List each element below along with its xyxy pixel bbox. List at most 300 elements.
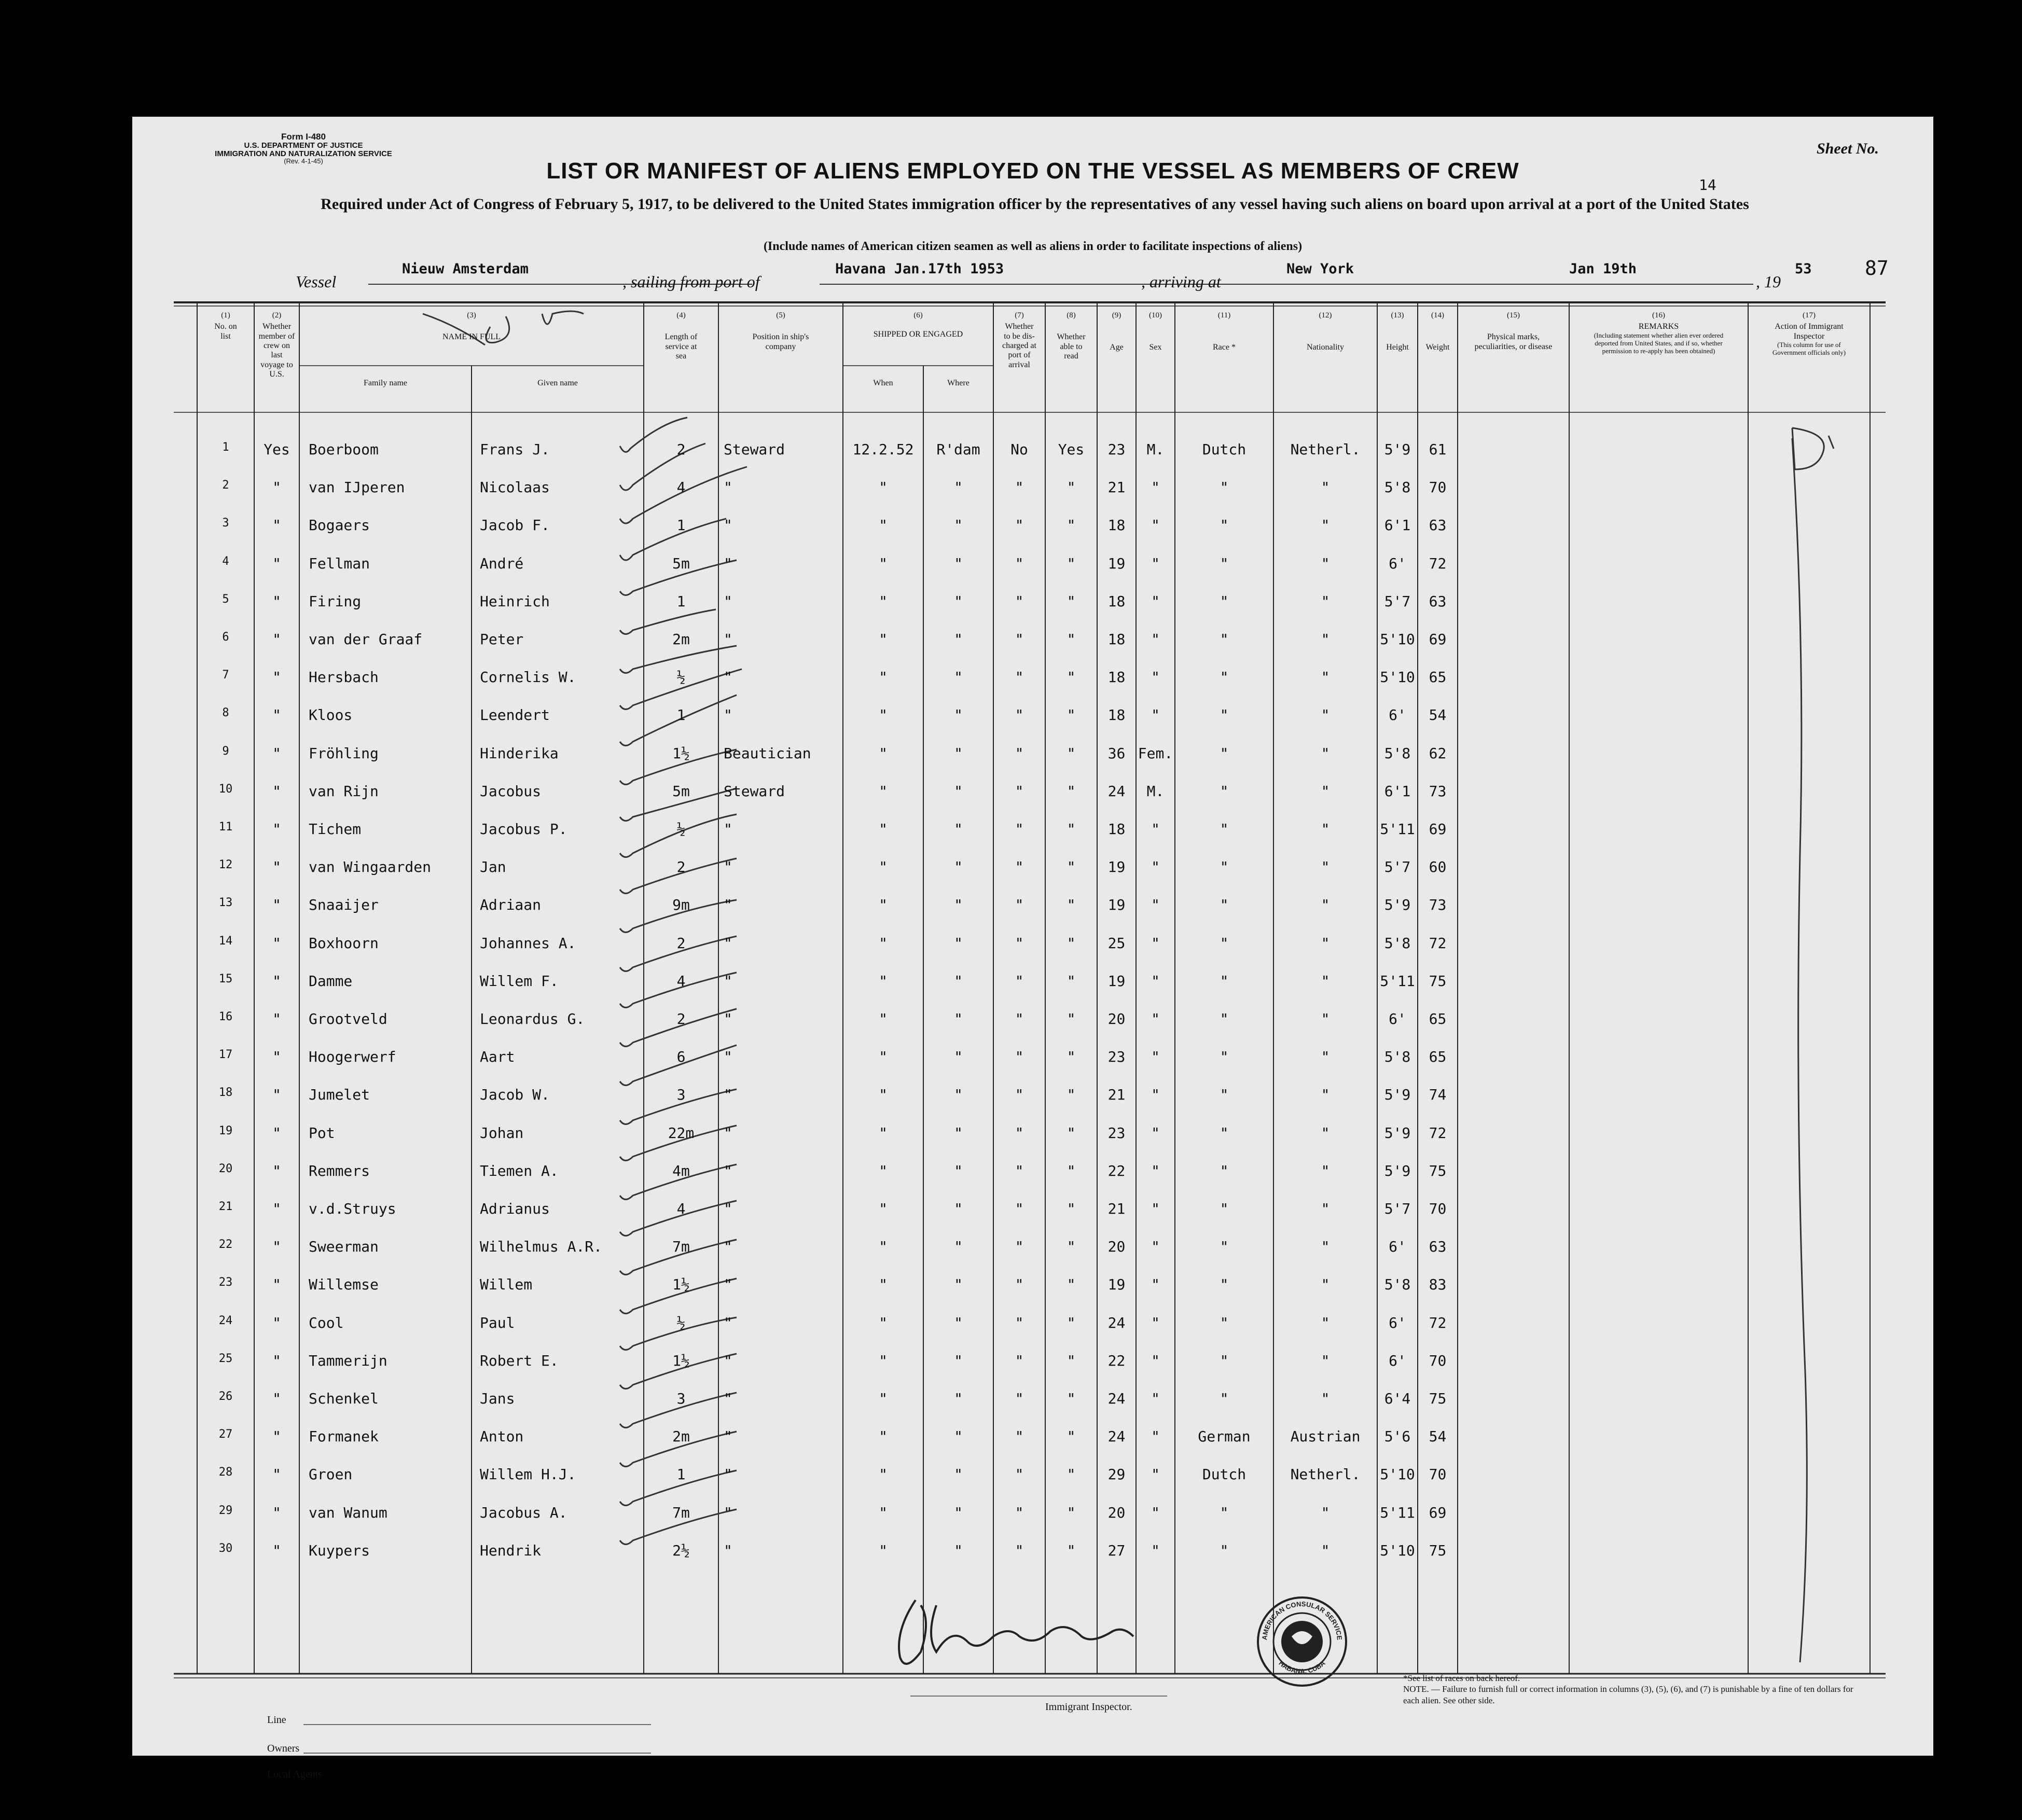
cell-prev: " [272, 1200, 281, 1217]
cell-race: " [1220, 1504, 1229, 1521]
cell-when: " [879, 1466, 888, 1483]
cell-no: 14 [218, 934, 233, 948]
cell-disch: " [1015, 1466, 1024, 1483]
cell-height: 6' [1389, 1314, 1406, 1331]
cell-weight: 63 [1429, 517, 1447, 534]
cell-when: " [879, 1314, 888, 1331]
cell-height: 5'8 [1384, 1048, 1411, 1066]
cell-family: Tichem [309, 821, 362, 838]
cell-read: " [1067, 1276, 1076, 1294]
cell-where: " [954, 554, 963, 572]
cell-no: 6 [222, 631, 229, 644]
cell-when: " [879, 1504, 888, 1521]
cell-when: " [879, 479, 888, 496]
cell-position: " [724, 896, 732, 914]
cell-read: " [1067, 896, 1076, 914]
cell-no: 24 [218, 1314, 233, 1327]
cell-height: 5'9 [1384, 1124, 1411, 1142]
cell-age: 24 [1107, 1390, 1126, 1407]
cell-disch: " [1015, 1200, 1024, 1217]
cell-position: " [724, 1010, 732, 1027]
cell-weight: 72 [1429, 554, 1447, 572]
col-header-10: (10) Sex [1149, 311, 1162, 352]
cell-service: ½ [676, 1314, 686, 1331]
cell-sex: " [1151, 669, 1160, 686]
cell-service: 1½ [672, 1276, 690, 1294]
cell-height: 5'8 [1384, 1276, 1411, 1294]
cell-weight: 65 [1429, 669, 1447, 686]
cell-family: Hersbach [309, 669, 379, 686]
cell-nat: " [1321, 1504, 1330, 1521]
cell-prev: " [272, 1276, 281, 1294]
cell-race: German [1198, 1428, 1251, 1446]
cell-family: Willemse [309, 1276, 379, 1294]
cell-race: " [1220, 1200, 1229, 1217]
cell-height: 5'8 [1384, 934, 1411, 952]
cell-given: Peter [480, 631, 524, 648]
cell-when: " [879, 517, 888, 534]
cell-service: 1½ [672, 1352, 690, 1369]
cell-disch: " [1015, 1124, 1024, 1142]
cell-race: " [1220, 592, 1229, 610]
cell-age: 29 [1107, 1466, 1126, 1483]
col-header-2: (2) Whether member of crew on last voyage to U.S. [258, 311, 295, 379]
cell-age: 19 [1107, 1276, 1126, 1294]
cell-prev: " [272, 821, 281, 838]
col-header-when: When [873, 379, 893, 387]
cell-service: 5m [672, 782, 690, 800]
cell-where: " [954, 1352, 963, 1369]
cell-prev: " [272, 592, 281, 610]
footer-note [1403, 1673, 1870, 1706]
cell-prev: " [272, 669, 281, 686]
cell-disch: " [1015, 1086, 1024, 1104]
cell-age: 19 [1107, 972, 1126, 990]
cell-age: 18 [1107, 631, 1126, 648]
sheet-number: 14 [1699, 176, 1716, 193]
cell-age: 27 [1107, 1541, 1126, 1559]
cell-sex: " [1151, 1086, 1160, 1104]
cell-nat: " [1321, 1162, 1330, 1179]
cell-weight: 69 [1429, 1504, 1447, 1521]
cell-disch: No [1010, 441, 1028, 458]
cell-race: " [1220, 1238, 1229, 1256]
cell-sex: " [1151, 1466, 1160, 1483]
cell-sex: " [1151, 896, 1160, 914]
cell-disch: " [1015, 934, 1024, 952]
sailing-label: , sailing from port of [622, 272, 760, 291]
cell-when: " [879, 744, 888, 762]
cell-no: 28 [218, 1466, 233, 1479]
cell-where: " [954, 479, 963, 496]
manifest-sheet [132, 117, 1933, 1780]
cell-when: " [879, 1200, 888, 1217]
cell-sex: " [1151, 592, 1160, 610]
cell-service: ½ [676, 669, 686, 686]
cell-height: 6'1 [1384, 517, 1411, 534]
cell-read: " [1067, 1086, 1076, 1104]
cell-disch: " [1015, 479, 1024, 496]
cell-read: " [1067, 1504, 1076, 1521]
cell-position: Steward [724, 782, 785, 800]
cell-sex: " [1151, 1352, 1160, 1369]
cell-where: " [954, 1504, 963, 1521]
cell-service: 3 [676, 1390, 686, 1407]
cell-no: 9 [222, 744, 229, 758]
cell-where: " [954, 1010, 963, 1027]
cell-when: " [879, 858, 888, 876]
col-header-family: Family name [364, 379, 407, 387]
cell-sex: " [1151, 517, 1160, 534]
cell-race: " [1220, 896, 1229, 914]
cell-service: 4 [676, 479, 686, 496]
cell-given: Wilhelmus A.R. [480, 1238, 603, 1256]
cell-family: Formanek [309, 1428, 379, 1446]
cell-sex: " [1151, 1162, 1160, 1179]
cell-height: 5'6 [1384, 1428, 1411, 1446]
cell-no: 15 [218, 972, 233, 985]
cell-no: 13 [218, 896, 233, 910]
cell-read: " [1067, 1200, 1076, 1217]
cell-race: " [1220, 782, 1229, 800]
cell-position: " [724, 517, 732, 534]
cell-disch: " [1015, 1048, 1024, 1066]
cell-prev: " [272, 896, 281, 914]
cell-weight: 74 [1429, 1086, 1447, 1104]
cell-sex: " [1151, 1504, 1160, 1521]
cell-prev: " [272, 1466, 281, 1483]
cell-prev: " [272, 554, 281, 572]
cell-age: 18 [1107, 706, 1126, 724]
cell-read: " [1067, 821, 1076, 838]
cell-family: Tammerijn [309, 1352, 387, 1369]
cell-prev: " [272, 1504, 281, 1521]
cell-where: " [954, 782, 963, 800]
cell-read: " [1067, 782, 1076, 800]
cell-when: " [879, 669, 888, 686]
cell-sex: " [1151, 1428, 1160, 1446]
vessel-name: Nieuw Amsterdam [402, 261, 529, 277]
cell-disch: " [1015, 972, 1024, 990]
cell-when: " [879, 1124, 888, 1142]
cell-weight: 70 [1429, 1352, 1447, 1369]
cell-prev: " [272, 934, 281, 952]
cell-nat: " [1321, 631, 1330, 648]
cell-where: " [954, 1390, 963, 1407]
cell-given: Adriaan [480, 896, 542, 914]
cell-given: Cornelis W. [480, 669, 576, 686]
cell-age: 18 [1107, 669, 1126, 686]
cell-no: 1 [222, 441, 229, 454]
cell-when: " [879, 972, 888, 990]
cell-age: 24 [1107, 782, 1126, 800]
cell-position: " [724, 1048, 732, 1066]
cell-service: 1 [676, 592, 686, 610]
cell-position: " [724, 1276, 732, 1294]
cell-service: 6 [676, 1048, 686, 1066]
cell-where: " [954, 1238, 963, 1256]
arriving-at: New York [1286, 261, 1354, 277]
cell-given: Aart [480, 1048, 515, 1066]
cell-sex: " [1151, 1200, 1160, 1217]
cell-where: " [954, 821, 963, 838]
cell-read: " [1067, 1352, 1076, 1369]
cell-race: " [1220, 972, 1229, 990]
cell-nat: " [1321, 669, 1330, 686]
cell-height: 5'11 [1380, 972, 1415, 990]
cell-disch: " [1015, 1390, 1024, 1407]
cell-when: " [879, 592, 888, 610]
cell-given: Tiemen A. [480, 1162, 559, 1179]
cell-position: " [724, 1314, 732, 1331]
cell-service: 4 [676, 972, 686, 990]
cell-race: " [1220, 821, 1229, 838]
col-header-where: Where [947, 379, 970, 387]
cell-weight: 70 [1429, 1200, 1447, 1217]
cell-family: Hoogerwerf [309, 1048, 396, 1066]
col-header-17: (17) Action of Immigrant Inspector (This column for use of Government officials only) [1772, 311, 1846, 356]
cell-no: 27 [218, 1428, 233, 1441]
cell-weight: 70 [1429, 479, 1447, 496]
cell-age: 25 [1107, 934, 1126, 952]
cell-race: " [1220, 1048, 1229, 1066]
cell-where: " [954, 744, 963, 762]
cell-weight: 72 [1429, 1124, 1447, 1142]
include-statement: (Include names of American citizen seamen as well as aliens in order to facilitate inspections of aliens) [763, 240, 1303, 253]
cell-prev: " [272, 972, 281, 990]
cell-family: van Rijn [309, 782, 379, 800]
cell-given: Heinrich [480, 592, 550, 610]
cell-sex: " [1151, 858, 1160, 876]
cell-when: " [879, 1238, 888, 1256]
cell-sex: " [1151, 479, 1160, 496]
cell-race: Dutch [1202, 441, 1247, 458]
cell-nat: " [1321, 1390, 1330, 1407]
cell-weight: 63 [1429, 592, 1447, 610]
cell-no: 12 [218, 858, 233, 872]
cell-prev: Yes [264, 441, 290, 458]
cell-position: " [724, 1428, 732, 1446]
cell-sex: " [1151, 1238, 1160, 1256]
cell-read: " [1067, 554, 1076, 572]
cell-given: Johan [480, 1124, 524, 1142]
cell-where: " [954, 1200, 963, 1217]
cell-disch: " [1015, 592, 1024, 610]
cell-where: " [954, 896, 963, 914]
cell-race: " [1220, 554, 1229, 572]
col-header-12: (12) Nationality [1307, 311, 1344, 352]
cell-race: " [1220, 1352, 1229, 1369]
cell-position: " [724, 1162, 732, 1179]
cell-position: " [724, 479, 732, 496]
cell-prev: " [272, 1086, 281, 1104]
cell-family: Cool [309, 1314, 344, 1331]
cell-no: 5 [222, 592, 229, 606]
owners-label: Owners [267, 1743, 300, 1754]
cell-read: " [1067, 517, 1076, 534]
cell-height: 5'10 [1380, 631, 1415, 648]
cell-height: 5'8 [1384, 479, 1411, 496]
cell-weight: 69 [1429, 821, 1447, 838]
cell-service: 4m [672, 1162, 690, 1179]
cell-family: Kloos [309, 706, 353, 724]
cell-family: Firing [309, 592, 362, 610]
cell-no: 22 [218, 1238, 233, 1252]
cell-weight: 69 [1429, 631, 1447, 648]
cell-age: 22 [1107, 1162, 1126, 1179]
cell-race: " [1220, 858, 1229, 876]
cell-position: " [724, 592, 732, 610]
cell-when: " [879, 554, 888, 572]
cell-service: 1½ [672, 744, 690, 762]
cell-nat: " [1321, 1352, 1330, 1369]
cell-given: Jacob W. [480, 1086, 550, 1104]
cell-where: " [954, 517, 963, 534]
cell-family: Groen [309, 1466, 353, 1483]
cell-race: " [1220, 1086, 1229, 1104]
cell-nat: " [1321, 1238, 1330, 1256]
cell-when: " [879, 631, 888, 648]
cell-age: 24 [1107, 1428, 1126, 1446]
cell-height: 5'7 [1384, 858, 1411, 876]
cell-age: 19 [1107, 896, 1126, 914]
cell-given: Robert E. [480, 1352, 559, 1369]
cell-where: " [954, 1162, 963, 1179]
cell-prev: " [272, 1428, 281, 1446]
cell-prev: " [272, 1352, 281, 1369]
cell-weight: 73 [1429, 896, 1447, 914]
cell-nat: " [1321, 896, 1330, 914]
cell-given: Willem [480, 1276, 533, 1294]
cell-nat: " [1321, 782, 1330, 800]
cell-service: 7m [672, 1238, 690, 1256]
cell-family: Snaaijer [309, 896, 379, 914]
cell-disch: " [1015, 631, 1024, 648]
cell-sex: " [1151, 1541, 1160, 1559]
cell-position: Steward [724, 441, 785, 458]
cell-read: " [1067, 706, 1076, 724]
cell-service: 2m [672, 631, 690, 648]
cell-height: 5'7 [1384, 592, 1411, 610]
cell-race: " [1220, 479, 1229, 496]
cell-no: 8 [222, 706, 229, 720]
year-prefix: , 19 [1756, 272, 1781, 291]
cell-when: 12.2.52 [852, 441, 914, 458]
cell-prev: " [272, 744, 281, 762]
cell-position: " [724, 934, 732, 952]
cell-position: " [724, 858, 732, 876]
cell-given: Hendrik [480, 1541, 542, 1559]
cell-when: " [879, 782, 888, 800]
cell-race: " [1220, 706, 1229, 724]
cell-when: " [879, 1276, 888, 1294]
cell-where: R'dam [936, 441, 980, 458]
cell-age: 36 [1107, 744, 1126, 762]
cell-nat: " [1321, 517, 1330, 534]
col-header-16: (16) REMARKS (Including statement whether alien ever ordered deported from United States, and if so, whether permission to re-apply has been obtained) [1594, 311, 1724, 355]
cell-no: 20 [218, 1162, 233, 1175]
cell-prev: " [272, 1541, 281, 1559]
cell-age: 21 [1107, 1086, 1126, 1104]
cell-no: 4 [222, 554, 229, 568]
cell-given: Nicolaas [480, 479, 550, 496]
cell-read: " [1067, 1428, 1076, 1446]
arriving-label: , arriving at [1141, 272, 1221, 291]
fine-note: NOTE. — Failure to furnish full or correct information in columns (3), (5), (6), and (7) is punishable by a fine of ten dollars for each alien. See other side. [1403, 1684, 1853, 1705]
cell-age: 20 [1107, 1010, 1126, 1027]
cell-sex: " [1151, 1276, 1160, 1294]
cell-weight: 65 [1429, 1010, 1447, 1027]
cell-height: 6'1 [1384, 782, 1411, 800]
cell-read: " [1067, 1238, 1076, 1256]
cell-disch: " [1015, 1238, 1024, 1256]
cell-race: " [1220, 1314, 1229, 1331]
cell-race: " [1220, 1124, 1229, 1142]
cell-age: 21 [1107, 479, 1126, 496]
cell-nat: " [1321, 821, 1330, 838]
cell-where: " [954, 706, 963, 724]
cell-disch: " [1015, 1504, 1024, 1521]
seal-text-top: AMERICAN CONSULAR SERVICE [1260, 1600, 1344, 1641]
cell-race: " [1220, 1010, 1229, 1027]
cell-nat: " [1321, 858, 1330, 876]
cell-service: 2 [676, 1010, 686, 1027]
cell-height: 5'9 [1384, 1086, 1411, 1104]
cell-age: 21 [1107, 1200, 1126, 1217]
cell-prev: " [272, 858, 281, 876]
cell-no: 29 [218, 1504, 233, 1517]
cell-family: Schenkel [309, 1390, 379, 1407]
local-agents-label: Local Agents [267, 1769, 323, 1780]
cell-given: Leendert [480, 706, 550, 724]
cell-nat: " [1321, 479, 1330, 496]
cell-read: " [1067, 1162, 1076, 1179]
cell-read: Yes [1058, 441, 1085, 458]
cell-weight: 83 [1429, 1276, 1447, 1294]
cell-height: 5'9 [1384, 1162, 1411, 1179]
cell-when: " [879, 1048, 888, 1066]
cell-position: " [724, 706, 732, 724]
cell-given: Jacobus P. [480, 821, 567, 838]
cell-sex: " [1151, 554, 1160, 572]
cell-given: Jans [480, 1390, 515, 1407]
cell-no: 23 [218, 1276, 233, 1289]
cell-given: Leonardus G. [480, 1010, 585, 1027]
cell-service: 1 [676, 1466, 686, 1483]
col-header-3: (3) NAME IN FULL [442, 311, 501, 342]
cell-position: " [724, 1541, 732, 1559]
cell-given: Willem F. [480, 972, 559, 990]
cell-given: Hinderika [480, 744, 559, 762]
cell-position: " [724, 1466, 732, 1483]
sheet-label: Sheet No. [1817, 140, 1879, 157]
cell-age: 19 [1107, 554, 1126, 572]
cell-height: 5'8 [1384, 744, 1411, 762]
cell-given: Johannes A. [480, 934, 576, 952]
cell-prev: " [272, 1238, 281, 1256]
cell-age: 18 [1107, 821, 1126, 838]
arrival-year: 53 [1795, 261, 1812, 277]
cell-weight: 72 [1429, 934, 1447, 952]
cell-race: " [1220, 1276, 1229, 1294]
cell-nat: Netherl. [1290, 1466, 1361, 1483]
cell-read: " [1067, 1390, 1076, 1407]
seal-text-bottom: HABANA, CUBA [1277, 1659, 1327, 1675]
cell-nat: " [1321, 1541, 1330, 1559]
cell-disch: " [1015, 1276, 1024, 1294]
cell-height: 6' [1389, 1238, 1406, 1256]
cell-height: 5'10 [1380, 1466, 1415, 1483]
